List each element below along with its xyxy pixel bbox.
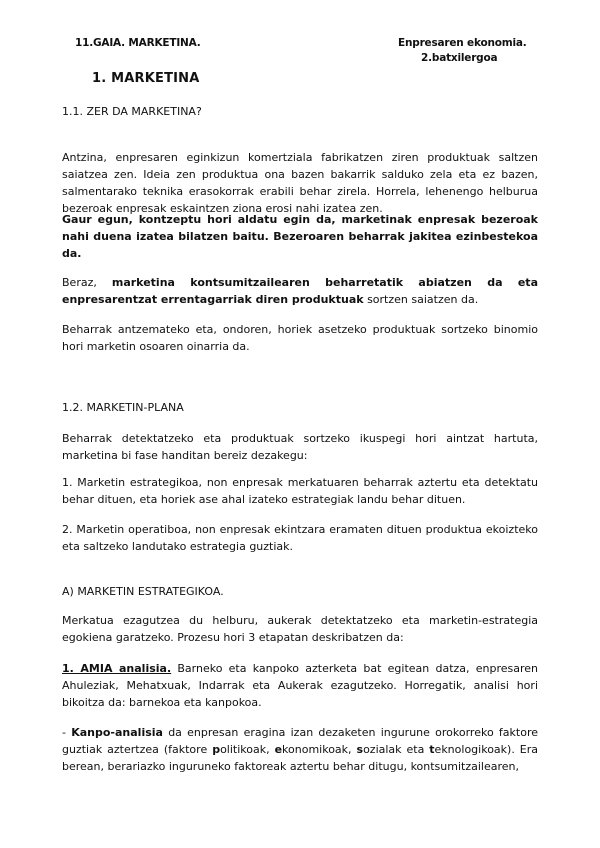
paragraph-text: 1. Marketin estrategikoa, non enpresak merkatuaren beharrak aztertu eta detektatu behar dituen, eta horiek ase ahal izateko estrategiak landu behar dituen.	[62, 476, 538, 506]
paragraph-text: Beharrak antzemateko eta, ondoren, horiek asetzeko produktuak sortzeko binomio hori marketin osoaren oinarria da.	[62, 323, 538, 353]
bullet-dash: -	[62, 726, 72, 739]
paragraph-amia	[62, 660, 538, 711]
paragraph-phases-intro	[62, 430, 538, 464]
paragraph-text: Merkatua ezagutzea du helburu, aukerak detektatzeko eta marketin-estrategia egokiena garatzeko. Prozesu hori 3 etapatan deskribatzen da:	[62, 614, 538, 644]
definition-tail: sortzen saiatzen da.	[363, 293, 479, 306]
paragraph-bold-text: Gaur egun, kontzeptu hori aldatu egin da, marketinak enpresak bezeroak nahi duena izatea bilatzen baitu. Bezeroaren beharrak jakitea ezinbestekoa da.	[62, 213, 538, 260]
paragraph-definition	[62, 274, 538, 308]
pest-letter-e: e	[274, 743, 283, 756]
paragraph-text: 2. Marketin operatiboa, non enpresak ekintzara eramaten dituen produktua ekoizteko eta saltzeko landutako estrategia guztiak.	[62, 523, 538, 553]
pest-letter-s: s	[356, 743, 364, 756]
paragraph-phase-1	[62, 474, 538, 508]
header-level: 2.batxilergoa	[421, 52, 498, 64]
section-heading-1-2: 1.2. MARKETIN-PLANA	[62, 401, 184, 414]
pest-letter-p: p	[212, 743, 221, 756]
paragraph-strategic-intro	[62, 612, 538, 646]
external-text-2: olitikoak,	[220, 743, 275, 756]
paragraph-text: Beharrak detektatzeko eta produktuak sortzeko ikuspegi hori aintzat hartuta, marketina bi fase handitan bereiz dezakegu:	[62, 432, 538, 462]
definition-lead: Beraz,	[62, 276, 112, 289]
amia-label: 1. AMIA analisia.	[62, 662, 172, 675]
external-text-3: konomikoak,	[282, 743, 357, 756]
pest-letter-t: t	[429, 743, 435, 756]
external-text-4: ozialak eta	[363, 743, 430, 756]
paragraph-history	[62, 149, 538, 217]
paragraph-text: Antzina, enpresaren eginkizun komertziala fabrikatzen ziren produktuak saltzen saiatzea zen. Ideia zen produktua ona bazen bakarrik salduko zela eta ez bazen, salmentarako teknika erasokorrak erabili behar zirela. Horrela, lehenengo helburua bezeroak enpresak eskaintzen ziona erosi nahi izatea zen.	[62, 151, 538, 215]
header-chapter: 11.GAIA. MARKETINA.	[75, 37, 201, 49]
page-title: 1. MARKETINA	[92, 71, 200, 86]
definition-bold: marketina kontsumitzailearen beharretatik abiatzen da eta enpresarentzat errentagarriak diren produktuak	[62, 276, 538, 306]
external-text-5: eknologikoak). Era berean, berariazko inguruneko faktoreak aztertu behar ditugu, kontsumitzailearen,	[62, 743, 538, 773]
header-subject: Enpresaren ekonomia.	[398, 37, 527, 49]
section-heading-1-1: 1.1. ZER DA MARKETINA?	[62, 105, 202, 118]
external-analysis-label: Kanpo-analisia	[71, 726, 163, 739]
paragraph-external-analysis	[62, 724, 538, 775]
paragraph-today	[62, 211, 538, 262]
paragraph-phase-2	[62, 521, 538, 555]
section-heading-a: A) MARKETIN ESTRATEGIKOA.	[62, 585, 224, 598]
external-text-1: da enpresan eragina izan dezaketen ingurune orokorreko faktore guztiak aztertzea (faktore	[62, 726, 539, 756]
paragraph-binomial	[62, 321, 538, 355]
amia-text: Barneko eta kanpoko azterketa bat egitean datza, enpresaren Ahuleziak, Mehatxuak, Indarrak eta Aukerak ezagutzeko. Horregatik, analisi hori bikoitza da: barnekoa eta kanpokoa.	[62, 662, 538, 709]
